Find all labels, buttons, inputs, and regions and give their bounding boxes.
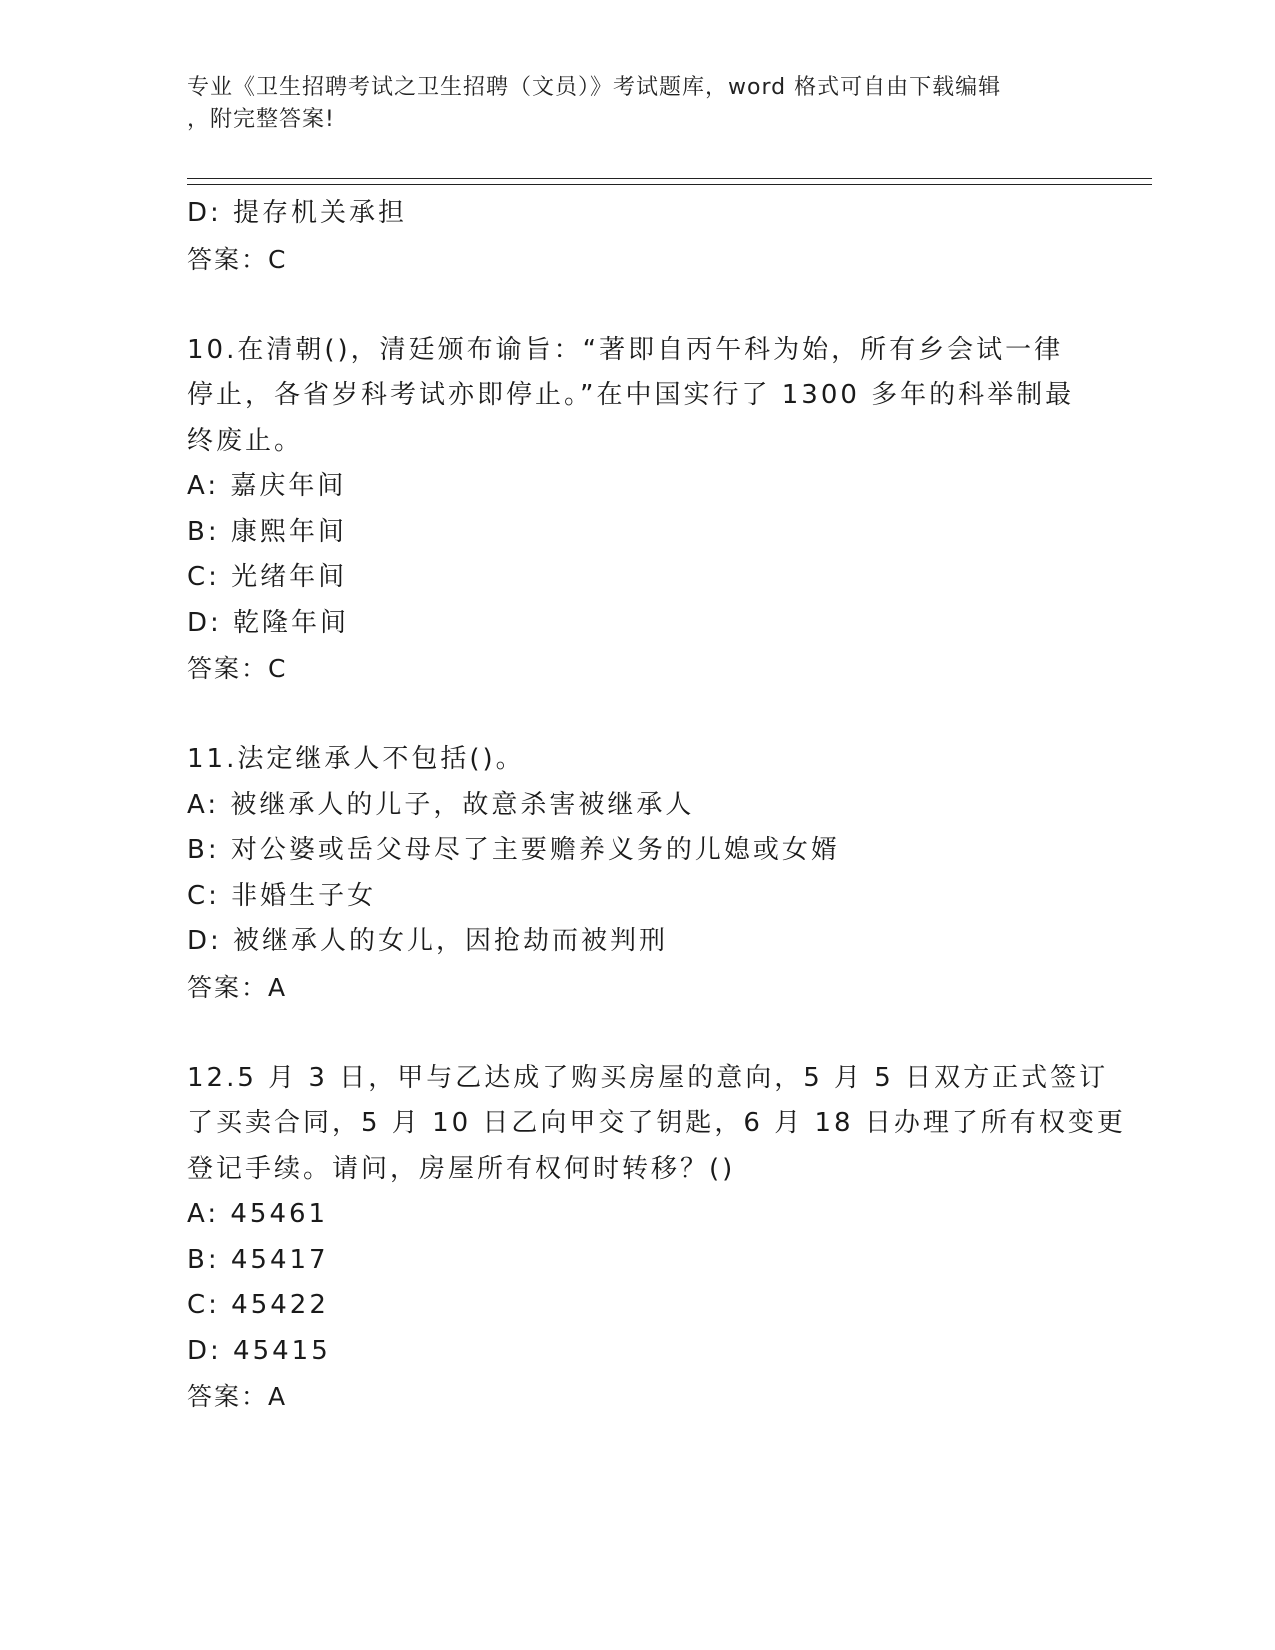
option-b: B: 康熙年间 bbox=[187, 516, 347, 547]
question-stem-line: 12.5 月 3 日，甲与乙达成了购买房屋的意向，5 月 5 日双方正式签订 bbox=[187, 1062, 1109, 1093]
spacer bbox=[187, 282, 1087, 328]
question-stem-line: 10.在清朝()，清廷颁布谕旨：“著即自丙午科为始，所有乡会试一律 bbox=[187, 334, 1064, 365]
answer-line: 答案：A bbox=[187, 972, 288, 1002]
answer-line: 答案：C bbox=[187, 654, 288, 683]
option-c: C: 非婚生子女 bbox=[187, 880, 377, 911]
option-d: D: 被继承人的女儿，因抢劫而被判刑 bbox=[187, 926, 669, 956]
option-c: C: 45422 bbox=[187, 1290, 329, 1320]
question-stem-line: 停止，各省岁科考试亦即停止。”在中国实行了 1300 多年的科举制最 bbox=[187, 380, 1075, 410]
question-stem-line: 终废止。 bbox=[187, 425, 304, 456]
option-a: A: 被继承人的儿子，故意杀害被继承人 bbox=[187, 789, 695, 820]
question-stem-line: 登记手续。请问，房屋所有权何时转移？() bbox=[187, 1153, 736, 1184]
question-stem-line: 11.法定继承人不包括()。 bbox=[187, 744, 525, 774]
question-10 bbox=[187, 328, 1087, 692]
carryover-block bbox=[187, 191, 1087, 282]
header-rule-top bbox=[187, 178, 1152, 179]
option-d: D: 提存机关承担 bbox=[187, 198, 408, 228]
option-d: D: 45415 bbox=[187, 1335, 331, 1366]
question-list bbox=[187, 191, 1126, 1420]
document-header bbox=[187, 72, 1067, 136]
option-d: D: 乾隆年间 bbox=[187, 607, 350, 638]
header-rule-bottom bbox=[187, 184, 1152, 185]
option-b: B: 45417 bbox=[187, 1244, 329, 1275]
question-stem-line: 了买卖合同，5 月 10 日乙向甲交了钥匙，6 月 18 日办理了所有权变更 bbox=[187, 1108, 1126, 1138]
option-a: A: 嘉庆年间 bbox=[187, 471, 347, 501]
spacer bbox=[187, 1010, 1087, 1056]
option-a: A: 45461 bbox=[187, 1199, 329, 1229]
answer-line: 答案：C bbox=[187, 244, 288, 274]
question-12 bbox=[187, 1056, 1126, 1420]
option-c: C: 光绪年间 bbox=[187, 562, 348, 592]
header-line-2: ，附完整答案! bbox=[187, 107, 335, 132]
header-line-1: 专业《卫生招聘考试之卫生招聘（文员）》考试题库，word 格式可自由下载编辑 bbox=[187, 75, 1002, 100]
spacer bbox=[187, 692, 1087, 738]
option-b: B: 对公婆或岳父母尽了主要赡养义务的儿媳或女婿 bbox=[187, 835, 840, 865]
question-11 bbox=[187, 737, 1087, 1010]
answer-line: 答案：A bbox=[187, 1382, 288, 1411]
